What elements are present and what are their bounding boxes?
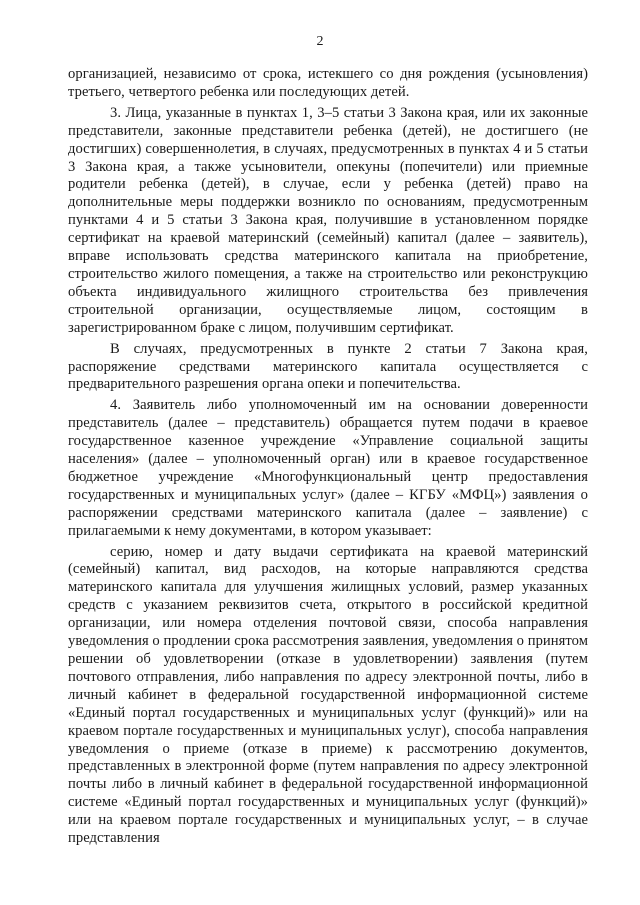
paragraph-item-4: 4. Заявитель либо уполномоченный им на основании доверенности представитель (далее – представитель) обращается путем подачи в краевое государственное казенное учреждение «Управление социальной защиты населения» (далее – уполномоченный орган) или в краевое государственное бюджетное учреждение «Многофункциональный центр предоставления государственных и муниципальных услуг» (далее – КГБУ «МФЦ») заявления о распоряжении средствами материнского капитала (далее – заявление) с прилагаемыми к нему документами, в котором указывает:	[68, 397, 588, 539]
paragraph-continuation: организацией, независимо от срока, истекшего со дня рождения (усыновления) третьего, четвертого ребенка или последующих детей.	[68, 66, 588, 100]
page-number: 2	[316, 34, 324, 49]
paragraph-guardianship: В случаях, предусмотренных в пункте 2 статьи 7 Закона края, распоряжение средствами материнского капитала осуществляется с предварительного разрешения органа опеки и попечительства.	[68, 340, 588, 393]
paragraph-item-3: 3. Лица, указанные в пунктах 1, 3–5 статьи 3 Закона края, или их законные представители, законные представители ребенка (детей), не достигшего (не достигших) совершеннолетия, в случаях, предусмотренных в пунктах 4 и 5 статьи 3 Закона края, а также усыновители, опекуны (попечители) или приемные родители ребенка (детей), в случае, если у ребенка (детей) право на дополнительные меры поддержки возникло по основаниям, предусмотренным пунктами 4 и 5 статьи 3 Закона края, получившие в установленном порядке сертификат на краевой материнский (семейный) капитал (далее – заявитель), вправе использовать средства материнского капитала на приобретение, строительство жилого помещения, а также на строительство или реконструкцию объекта индивидуального жилищного строительства без привлечения строительной организации, осуществляемые лицом, состоящим в зарегистрированном браке с лицом, получившим сертификат.	[68, 104, 588, 336]
document-body	[68, 66, 588, 848]
paragraph-certificate-details: серию, номер и дату выдачи сертификата на краевой материнский (семейный) капитал, вид расходов, на которые направляются средства материнского капитала для улучшения жилищных условий, размер указанных средств с указанием реквизитов счета, открытого в российской кредитной организации, или номера отделения почтовой связи, способа направления уведомления о продлении срока рассмотрения заявления, уведомления о принятом решении об удовлетворении (отказе в удовлетворении) заявления (путем почтового отправления, либо направления по адресу электронной почты, либо в личный кабинет в федеральной государственной информационной системе «Единый портал государственных и муниципальных услуг (функций)» или на краевом портале государственных и муниципальных услуг), способа направления уведомления о приеме (отказе в приеме) к рассмотрению документов, представленных в электронной форме (путем направления по адресу электронной почты либо в личный кабинет в федеральной государственной информационной системе «Единый портал государственных и муниципальных услуг (функций)» или на краевом портале государственных и муниципальных услуг, – в случае представления	[68, 543, 588, 847]
